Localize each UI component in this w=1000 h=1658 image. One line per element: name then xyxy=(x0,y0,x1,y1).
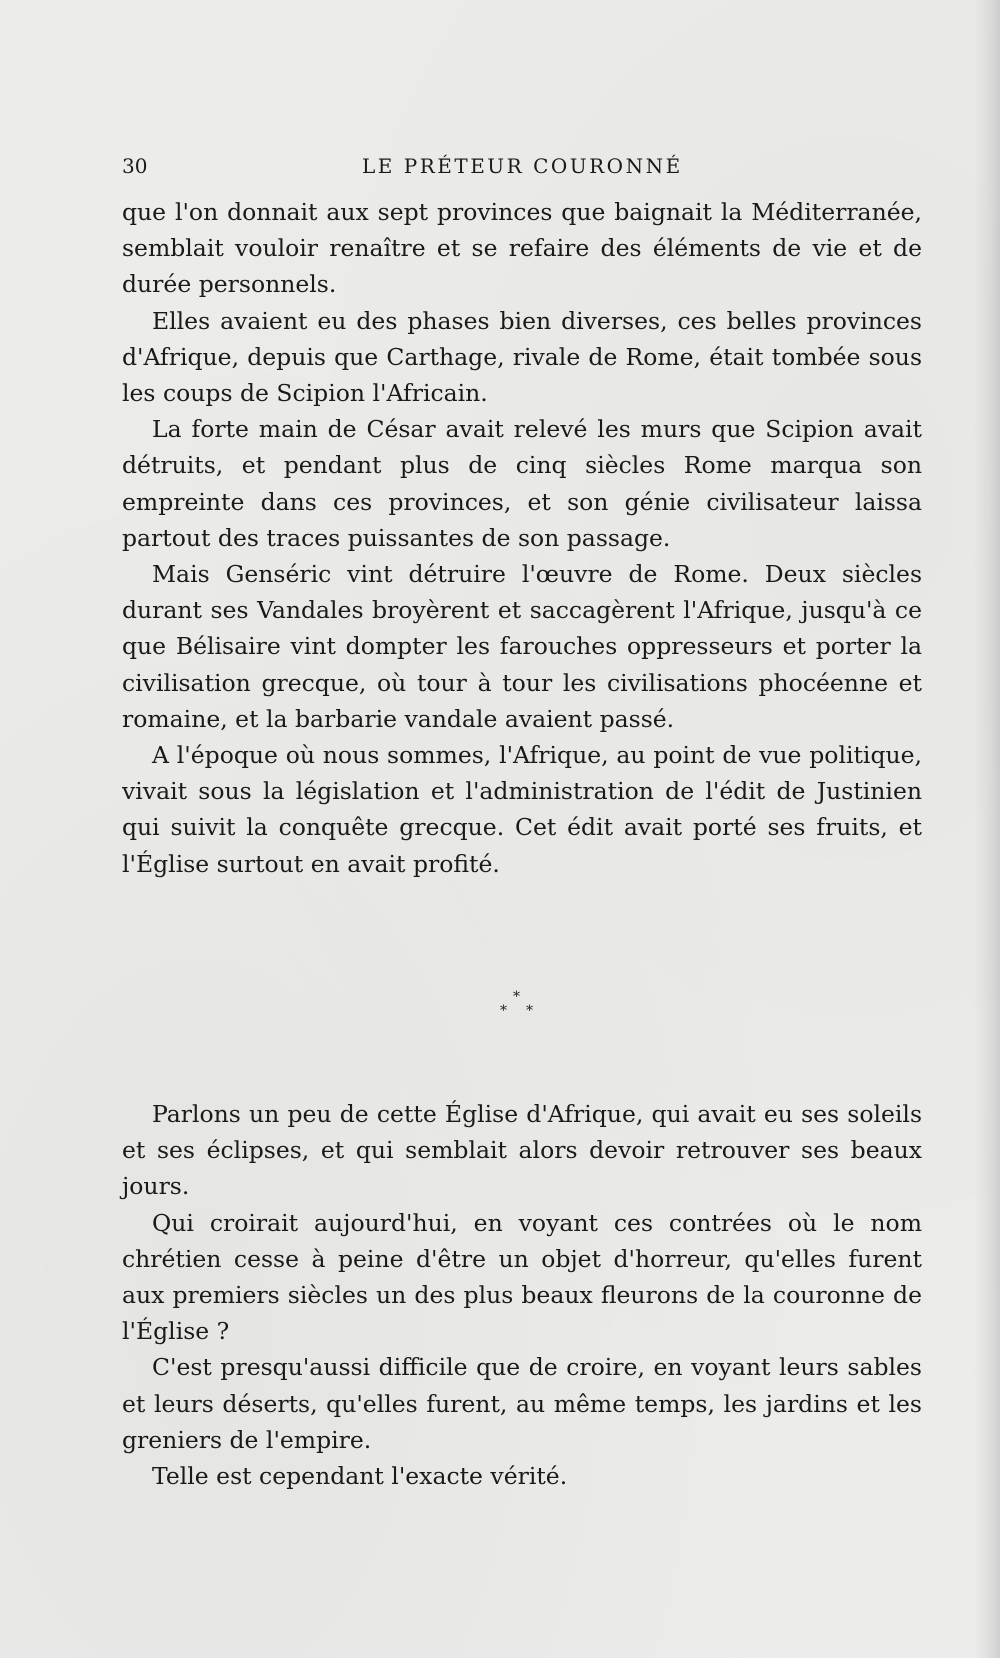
paragraph: A l'époque où nous sommes, l'Afrique, au point de vue politique, vivait sous la législation et l'administration de l'édit de Justinien qui suivit la conquête grecque. Cet édit avait porté ses fruits, et l'Église surtout en avait profité. xyxy=(122,741,922,878)
paragraph: que l'on donnait aux sept provinces que baignait la Méditerranée, semblait vouloir renaître et se refaire des éléments de vie et de durée personnels. xyxy=(122,198,922,299)
running-head xyxy=(122,150,922,180)
asterisk-icon: * xyxy=(500,1003,507,1019)
paragraph: La forte main de César avait relevé les murs que Scipion avait détruits, et pendant plus de cinq siècles Rome marqua son empreinte dans ces provinces, et son génie civilisateur laissa partout des traces puissantes de son passage. xyxy=(122,415,922,552)
text-section-1 xyxy=(122,194,922,882)
text-section-2 xyxy=(122,1096,922,1494)
paragraph: Elles avaient eu des phases bien diverses, ces belles provinces d'Afrique, depuis que Carthage, rivale de Rome, était tombée sous les coups de Scipion l'Africain. xyxy=(122,306,922,408)
paragraph: Parlons un peu de cette Église d'Afrique, qui avait eu ses soleils et ses éclipses, et qui semblait alors devoir retrouver ses beaux jours. xyxy=(122,1100,922,1201)
paragraph: Mais Genséric vint détruire l'œuvre de Rome. Deux siècles durant ses Vandales broyèrent et saccagèrent l'Afrique, jusqu'à ce que Bélisaire vint dompter les farouches oppresseurs et porter la civilisation grecque, où tour à tour les civilisations phocéenne et romaine, et la barbarie vandale avaient passé. xyxy=(122,560,922,733)
paragraph: Telle est cependant l'exacte vérité. xyxy=(152,1462,568,1491)
asterisk-icon: * xyxy=(526,1003,533,1019)
asterism-section-break xyxy=(490,990,550,1026)
page-number: 30 xyxy=(122,154,148,178)
running-title: LE PRÉTEUR COURONNÉ xyxy=(362,154,683,178)
asterisk-icon: * xyxy=(513,989,520,1005)
page-edge-shadow xyxy=(974,0,1000,1658)
paragraph: Qui croirait aujourd'hui, en voyant ces contrées où le nom chrétien cesse à peine d'être un objet d'horreur, qu'elles furent aux premiers siècles un des plus beaux fleurons de la couronne de l'Église ? xyxy=(122,1208,922,1346)
paragraph: C'est presqu'aussi difficile que de croire, en voyant leurs sables et leurs déserts, qu'elles furent, au même temps, les jardins et les greniers de l'empire. xyxy=(122,1353,922,1454)
